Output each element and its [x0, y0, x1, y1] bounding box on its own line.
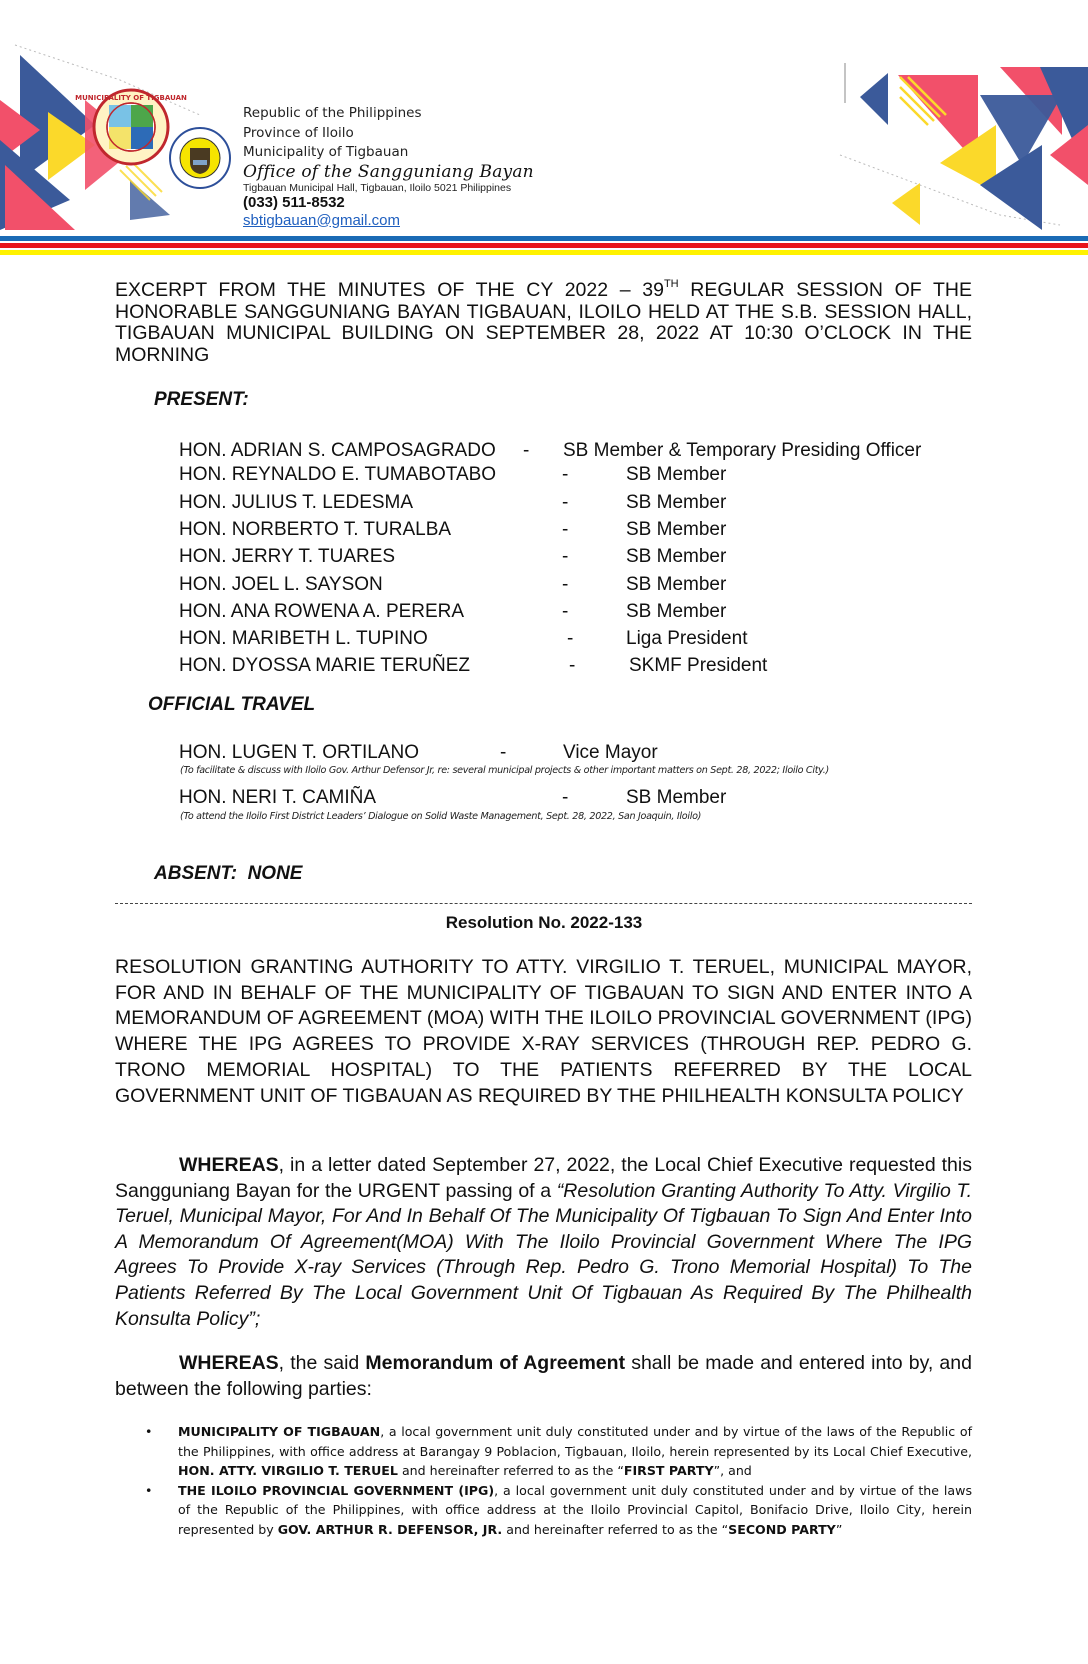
member-role: SB Member [626, 574, 727, 595]
member-name: HON. DYOSSA MARIE TERUÑEZ [179, 655, 471, 676]
member-dash: - [569, 655, 576, 676]
whereas-quote: “Resolution Granting Authority To Atty. Virgilio T. Teruel, Municipal Mayor, For And In Behalf Of The Municipality Of Tigbauan To Sign And Enter Into A Memorandum Of Agreement(MOA) With The Iloilo Provincial Government Where The IPG Agrees To Provide X-ray Services (Through Rep. Pedro G. Trono Memorial Hospital) To The Patients Referred By The Local Government Unit Of Tigbauan As Required By The Philhealth Konsulta Policy”; [115, 1179, 973, 1330]
member-name: HON. JOEL L. SAYSON [179, 574, 383, 595]
party-item [145, 1422, 972, 1481]
party-item [145, 1481, 972, 1540]
travel-note: (To facilitate & discuss with Iloilo Gov. Arthur Defensor Jr, re: several municipal projects & other important matters on Sept. 28, 2022; Iloilo City.) [180, 765, 829, 776]
member-dash: - [562, 546, 569, 567]
absent-heading: ABSENT: NONE [154, 863, 303, 884]
whereas-clause-2 [115, 1351, 972, 1402]
right-triangle-decoration [800, 55, 1088, 230]
travel-member-role: SB Member [626, 787, 727, 808]
excerpt-text-2: REGULAR SESSION OF THE HONORABLE SANGGUNIANG BAYAN TIGBAUAN, ILOILO HELD AT THE S.B. SESSION HALL, TIGBAUAN MUNICIPAL BUILDING ON SEPTEMBER 28, 2022 AT 10:30 O’CLOCK IN THE MORNING [115, 279, 972, 366]
whereas-text: , in a letter dated September 27, 2022, the Local Chief Executive requested this Sangguniang Bayan for the URGENT passing of a [115, 1154, 972, 1202]
member-role: SB Member [626, 519, 727, 540]
party-representative: HON. ATTY. VIRGILIO T. TERUEL [178, 1463, 398, 1478]
office-address: Tigbauan Municipal Hall, Tigbauan, Iloilo 5021 Philippines [243, 181, 512, 194]
seal-text: MUNICIPALITY OF TIGBAUAN [75, 94, 187, 102]
member-role: SB Member & Temporary Presiding Officer [563, 440, 922, 461]
member-dash: - [562, 492, 569, 513]
party-text: and hereinafter referred to as the “ [397, 1463, 624, 1478]
ordinal-suffix: TH [663, 278, 679, 290]
member-dash: - [567, 628, 574, 649]
excerpt-heading [115, 280, 972, 366]
party-representative: GOV. ARTHUR R. DEFENSOR, JR. [277, 1521, 503, 1537]
party-designation: FIRST PARTY [623, 1463, 714, 1478]
party-name: THE ILOILO PROVINCIAL GOVERNMENT (IPG) [178, 1482, 495, 1498]
travel-member-name: HON. LUGEN T. ORTILANO [179, 742, 420, 763]
official-travel-heading: OFFICIAL TRAVEL [148, 694, 316, 715]
member-name: HON. NORBERTO T. TURALBA [179, 519, 452, 540]
parties-list [145, 1422, 972, 1539]
member-role: SKMF President [629, 655, 768, 676]
member-dash: - [562, 574, 569, 595]
member-role: SB Member [626, 464, 727, 485]
municipality-seal [75, 88, 187, 166]
party-text: , a local government unit duly constituted under and by virtue of the laws of the Republic of the Philippines, with office address at the Iloilo Provincial Capitol, Bonifacio Drive, Iloilo City, herein represented by [178, 1482, 973, 1537]
member-name: HON. JULIUS T. LEDESMA [179, 492, 414, 513]
party-text: and hereinafter referred to as the “ [502, 1521, 729, 1537]
resolution-number: Resolution No. 2022-133 [445, 913, 643, 932]
office-email-link[interactable]: sbtigbauan@gmail.com [243, 211, 400, 229]
header-stripe-yellow [0, 250, 1088, 255]
whereas-lead: WHEREAS [179, 1352, 279, 1374]
office-title: Office of the Sangguniang Bayan [243, 161, 534, 182]
whereas-lead: WHEREAS [179, 1154, 279, 1176]
excerpt-text-1: EXCERPT FROM THE MINUTES OF THE CY 2022 – 39 [115, 279, 664, 301]
member-dash: - [562, 601, 569, 622]
dashed-separator [115, 903, 972, 904]
municipality-line: Municipality of Tigbauan [243, 144, 409, 160]
member-name: HON. REYNALDO E. TUMABOTABO [179, 464, 497, 485]
member-name: HON. ADRIAN S. CAMPOSAGRADO [179, 440, 496, 461]
travel-member-dash: - [562, 787, 569, 808]
travel-member-name: HON. NERI T. CAMIÑA [179, 787, 377, 808]
member-name: HON. ANA ROWENA A. PERERA [179, 601, 465, 622]
member-name: HON. MARIBETH L. TUPINO [179, 628, 428, 649]
member-dash: - [523, 440, 530, 461]
bullet-icon: • [145, 1482, 153, 1498]
travel-member-dash: - [500, 742, 507, 763]
resolution-title: RESOLUTION GRANTING AUTHORITY TO ATTY. VIRGILIO T. TERUEL, MUNICIPAL MAYOR, FOR AND IN BEHALF OF THE MUNICIPALITY OF TIGBAUAN TO SIGN AND ENTER INTO A MEMORANDUM OF AGREEMENT (MOA) WITH THE ILOILO PROVINCIAL GOVERNMENT (IPG) WHERE THE IPG AGREES TO PROVIDE X-RAY SERVICES (THROUGH REP. PEDRO G. TRONO MEMORIAL HOSPITAL) TO THE PATIENTS REFERRED BY THE LOCAL GOVERNMENT UNIT OF TIGBAUAN AS REQUIRED BY THE PHILHEALTH KONSULTA POLICY [115, 956, 972, 1107]
travel-member-role: Vice Mayor [563, 742, 658, 763]
whereas-bold-term: Memorandum of Agreement [365, 1352, 626, 1374]
whereas-text: shall be made and entered into by, and between the following parties: [115, 1352, 972, 1400]
member-role: SB Member [626, 546, 727, 567]
office-phone: (033) 511-8532 [243, 193, 345, 211]
letterhead [243, 104, 534, 230]
province-line: Province of Iloilo [243, 124, 354, 141]
sangguniang-bayan-seal [168, 126, 232, 190]
member-role: Liga President [626, 628, 748, 649]
member-dash: - [562, 464, 569, 485]
member-dash: - [562, 519, 569, 540]
member-name: HON. JERRY T. TUARES [179, 546, 396, 567]
member-row [179, 440, 496, 462]
member-role: SB Member [626, 601, 727, 622]
bullet-icon: • [145, 1424, 153, 1439]
whereas-clause-1 [115, 1153, 972, 1332]
republic-line: Republic of the Philippines [243, 105, 422, 121]
travel-note: (To attend the Iloilo First District Leaders’ Dialogue on Solid Waste Management, Sept. 28, 2022, San Joaquin, Iloilo) [180, 811, 702, 822]
header-stripe-blue [0, 236, 1088, 241]
header-stripe-red [0, 243, 1088, 248]
whereas-text: , the said [278, 1352, 366, 1374]
party-name: MUNICIPALITY OF TIGBAUAN [178, 1424, 381, 1439]
party-text: , a local government unit duly constituted under and by virtue of the laws of the Republic of the Philippines, with office address at Barangay 9 Poblacion, Tigbauan, Iloilo, herein represented by its Local Chief Executive, [178, 1424, 973, 1459]
party-designation: SECOND PARTY [728, 1521, 836, 1537]
party-text: ” [835, 1521, 843, 1537]
party-text: ”, and [713, 1463, 752, 1478]
member-role: SB Member [626, 492, 727, 513]
present-heading: PRESENT: [154, 389, 249, 410]
